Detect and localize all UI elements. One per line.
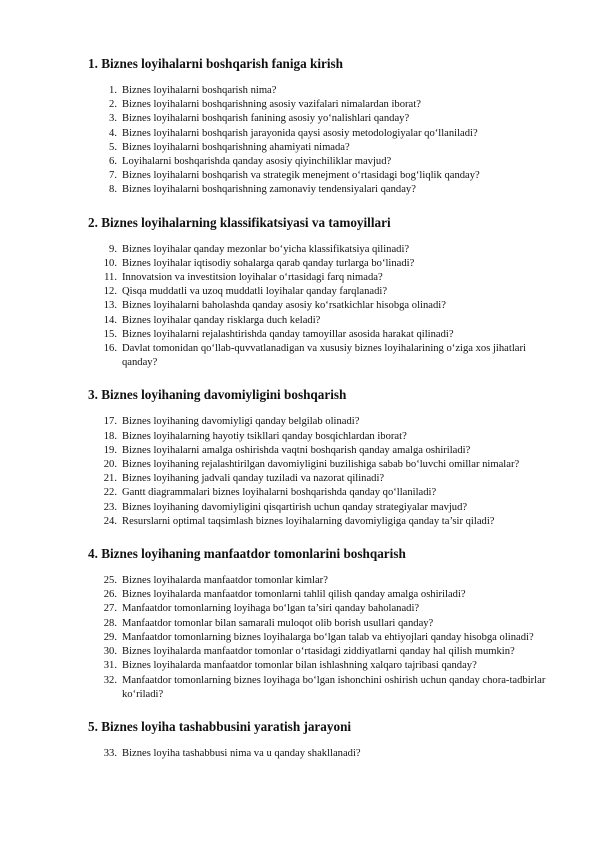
question-text: Biznes loyihalarda manfaatdor tomonlar bilan ishlashning xalqaro tajribasi qanday? bbox=[122, 660, 477, 672]
question-number: 20. bbox=[103, 459, 117, 471]
question-number: 10. bbox=[103, 257, 117, 269]
question-number: 19. bbox=[103, 444, 117, 456]
section-heading: 3. Biznes loyihaning davomiyligini boshqarish bbox=[88, 387, 347, 403]
question-text: Biznes loyihalar qanday mezonlar bo‘yicha klassifikatsiya qilinadi? bbox=[122, 243, 410, 255]
question-number: 12. bbox=[103, 286, 117, 298]
question-item bbox=[88, 415, 558, 429]
question-text: Innovatsion va investitsion loyihalar o‘rtasidagi farq nimada? bbox=[122, 272, 383, 284]
question-number: 1. bbox=[109, 85, 117, 96]
question-number: 29. bbox=[103, 631, 117, 643]
question-text: Manfaatdor tomonlarning biznes loyihalarga bo‘lgan talab va ehtiyojlari qanday hisobga olinadi? bbox=[122, 631, 534, 643]
question-number: 27. bbox=[103, 603, 117, 615]
question-text: Biznes loyihalarning hayotiy tsikllari qanday bosqichlardan iborat? bbox=[122, 430, 407, 442]
question-number: 9. bbox=[109, 243, 117, 255]
question-item bbox=[88, 183, 558, 197]
question-number: 32. bbox=[103, 674, 117, 686]
question-item bbox=[88, 342, 558, 370]
question-text: Biznes loyihalarni boshqarish nima? bbox=[122, 85, 277, 96]
question-list bbox=[88, 84, 558, 198]
question-item bbox=[88, 314, 558, 328]
question-number: 21. bbox=[103, 473, 117, 485]
question-text: Manfaatdor tomonlarning loyihaga bo‘lgan ta’siri qanday baholanadi? bbox=[122, 603, 420, 615]
question-item bbox=[88, 444, 558, 458]
question-item bbox=[88, 486, 558, 500]
question-number: 13. bbox=[103, 300, 117, 312]
question-number: 17. bbox=[103, 416, 117, 428]
section-5 bbox=[88, 719, 558, 761]
section-3 bbox=[88, 387, 558, 529]
question-number: 22. bbox=[103, 487, 117, 499]
question-item bbox=[88, 631, 558, 645]
question-text: Biznes loyihalarni boshqarish fanining asosiy yo‘nalishlari qanday? bbox=[122, 113, 410, 125]
question-item bbox=[88, 84, 558, 98]
question-text: Biznes loyihalar iqtisodiy sohalarga qarab qanday turlarga bo‘linadi? bbox=[122, 257, 415, 269]
question-number: 23. bbox=[103, 501, 117, 513]
question-text: Manfaatdor tomonlarning biznes loyihaga bo‘lgan ishonchini oshirish uchun qanday chora-tadbirlar ko‘riladi? bbox=[122, 674, 546, 700]
question-item bbox=[88, 271, 558, 285]
question-item bbox=[88, 472, 558, 486]
question-item bbox=[88, 674, 558, 702]
question-text: Biznes loyihalarni rejalashtirishda qanday tamoyillar asosida harakat qilinadi? bbox=[122, 328, 454, 340]
question-number: 11. bbox=[104, 272, 117, 284]
question-number: 14. bbox=[103, 314, 117, 326]
question-number: 5. bbox=[109, 141, 117, 153]
question-text: Resurslarni optimal taqsimlash biznes loyihalarning davomiyligiga qanday ta’sir qiladi? bbox=[122, 515, 495, 527]
question-text: Biznes loyihalarda manfaatdor tomonlar kimlar? bbox=[122, 575, 328, 587]
question-item bbox=[88, 141, 558, 155]
question-text: Biznes loyihalarni baholashda qanday asosiy ko‘rsatkichlar hisobga olinadi? bbox=[122, 300, 446, 312]
question-list bbox=[88, 747, 558, 761]
question-text: Biznes loyihalarni boshqarish va strategik menejment o‘rtasidagi bog‘liqlik qanday? bbox=[122, 170, 480, 182]
question-text: Gantt diagrammalari biznes loyihalarni boshqarishda qanday qo‘llaniladi? bbox=[122, 487, 437, 499]
question-text: Biznes loyihaning davomiyligini qisqartirish uchun qanday strategiyalar mavjud? bbox=[122, 501, 468, 513]
question-item bbox=[88, 98, 558, 112]
question-item bbox=[88, 659, 558, 673]
question-text: Biznes loyiha tashabbusi nima va u qanday shakllanadi? bbox=[122, 747, 361, 759]
question-number: 25. bbox=[103, 575, 117, 587]
question-item bbox=[88, 501, 558, 515]
question-number: 7. bbox=[109, 170, 117, 182]
question-item bbox=[88, 602, 558, 616]
question-text: Davlat tomonidan qo‘llab-quvvatlanadigan va xususiy biznes loyihalarining o‘ziga xos jihatlari qanday? bbox=[122, 343, 526, 369]
question-text: Biznes loyihalarni boshqarishning zamonaviy tendensiyalari qanday? bbox=[122, 184, 416, 196]
question-text: Manfaatdor tomonlar bilan samarali muloqot olib borish usullari qanday? bbox=[122, 617, 434, 629]
question-list bbox=[88, 574, 558, 702]
question-number: 28. bbox=[103, 617, 117, 629]
question-text: Biznes loyihalarda manfaatdor tomonlarni tahlil qilish qanday amalga oshiriladi? bbox=[122, 589, 466, 601]
question-text: Biznes loyihalarni boshqarish jarayonida qaysi asosiy metodologiyalar qo‘llaniladi? bbox=[122, 127, 478, 139]
section-heading: 2. Biznes loyihalarning klassifikatsiyasi va tamoyillari bbox=[88, 214, 391, 230]
question-number: 8. bbox=[109, 184, 117, 196]
question-number: 2. bbox=[109, 99, 117, 111]
question-number: 16. bbox=[103, 343, 117, 355]
question-text: Biznes loyihalarda manfaatdor tomonlar o‘rtasidagi ziddiyatlarni qanday hal qilish mumkin? bbox=[122, 646, 515, 658]
question-number: 26. bbox=[103, 589, 117, 601]
question-number: 33. bbox=[103, 747, 117, 759]
question-number: 3. bbox=[109, 113, 117, 125]
question-number: 15. bbox=[103, 328, 117, 340]
question-text: Loyihalarni boshqarishda qanday asosiy qiyinchiliklar mavjud? bbox=[122, 156, 392, 168]
question-number: 4. bbox=[109, 127, 117, 139]
question-number: 30. bbox=[103, 646, 117, 658]
question-item bbox=[88, 458, 558, 472]
question-text: Qisqa muddatli va uzoq muddatli loyihalar qanday farqlanadi? bbox=[122, 286, 388, 298]
question-item bbox=[88, 574, 558, 588]
question-item bbox=[88, 515, 558, 529]
question-list bbox=[88, 415, 558, 529]
question-item bbox=[88, 169, 558, 183]
section-heading: 1. Biznes loyihalarni boshqarish faniga kirish bbox=[88, 56, 344, 71]
question-text: Biznes loyihalarni boshqarishning ahamiyati nimada? bbox=[122, 141, 350, 153]
section-2 bbox=[88, 215, 558, 371]
question-item bbox=[88, 430, 558, 444]
question-number: 6. bbox=[109, 156, 117, 168]
section-1 bbox=[88, 56, 558, 198]
question-item bbox=[88, 257, 558, 271]
question-item bbox=[88, 285, 558, 299]
question-item bbox=[88, 645, 558, 659]
section-heading: 4. Biznes loyihaning manfaatdor tomonlarini boshqarish bbox=[88, 546, 406, 562]
section-heading: 5. Biznes loyiha tashabbusini yaratish jarayoni bbox=[88, 718, 352, 734]
question-item bbox=[88, 155, 558, 169]
question-item bbox=[88, 243, 558, 257]
question-item bbox=[88, 127, 558, 141]
question-list bbox=[88, 243, 558, 371]
question-number: 18. bbox=[103, 430, 117, 442]
question-item bbox=[88, 588, 558, 602]
question-text: Biznes loyihalarni boshqarishning asosiy vazifalari nimalardan iborat? bbox=[122, 99, 421, 111]
question-text: Biznes loyihalar qanday risklarga duch keladi? bbox=[122, 314, 321, 326]
question-number: 24. bbox=[103, 515, 117, 527]
question-item bbox=[88, 328, 558, 342]
question-item bbox=[88, 617, 558, 631]
question-number: 31. bbox=[103, 660, 117, 672]
question-item bbox=[88, 112, 558, 126]
question-item bbox=[88, 747, 558, 761]
question-text: Biznes loyihalarni amalga oshirishda vaqtni boshqarish qanday amalga oshiriladi? bbox=[122, 444, 471, 456]
question-text: Biznes loyihaning jadvali qanday tuziladi va nazorat qilinadi? bbox=[122, 473, 385, 485]
section-4 bbox=[88, 546, 558, 702]
question-text: Biznes loyihaning davomiyligi qanday belgilab olinadi? bbox=[122, 416, 360, 428]
document-page bbox=[88, 56, 558, 761]
question-text: Biznes loyihaning rejalashtirilgan davomiyligini buzilishiga sabab bo‘luvchi omillar nimalar? bbox=[122, 459, 520, 471]
question-item bbox=[88, 299, 558, 313]
